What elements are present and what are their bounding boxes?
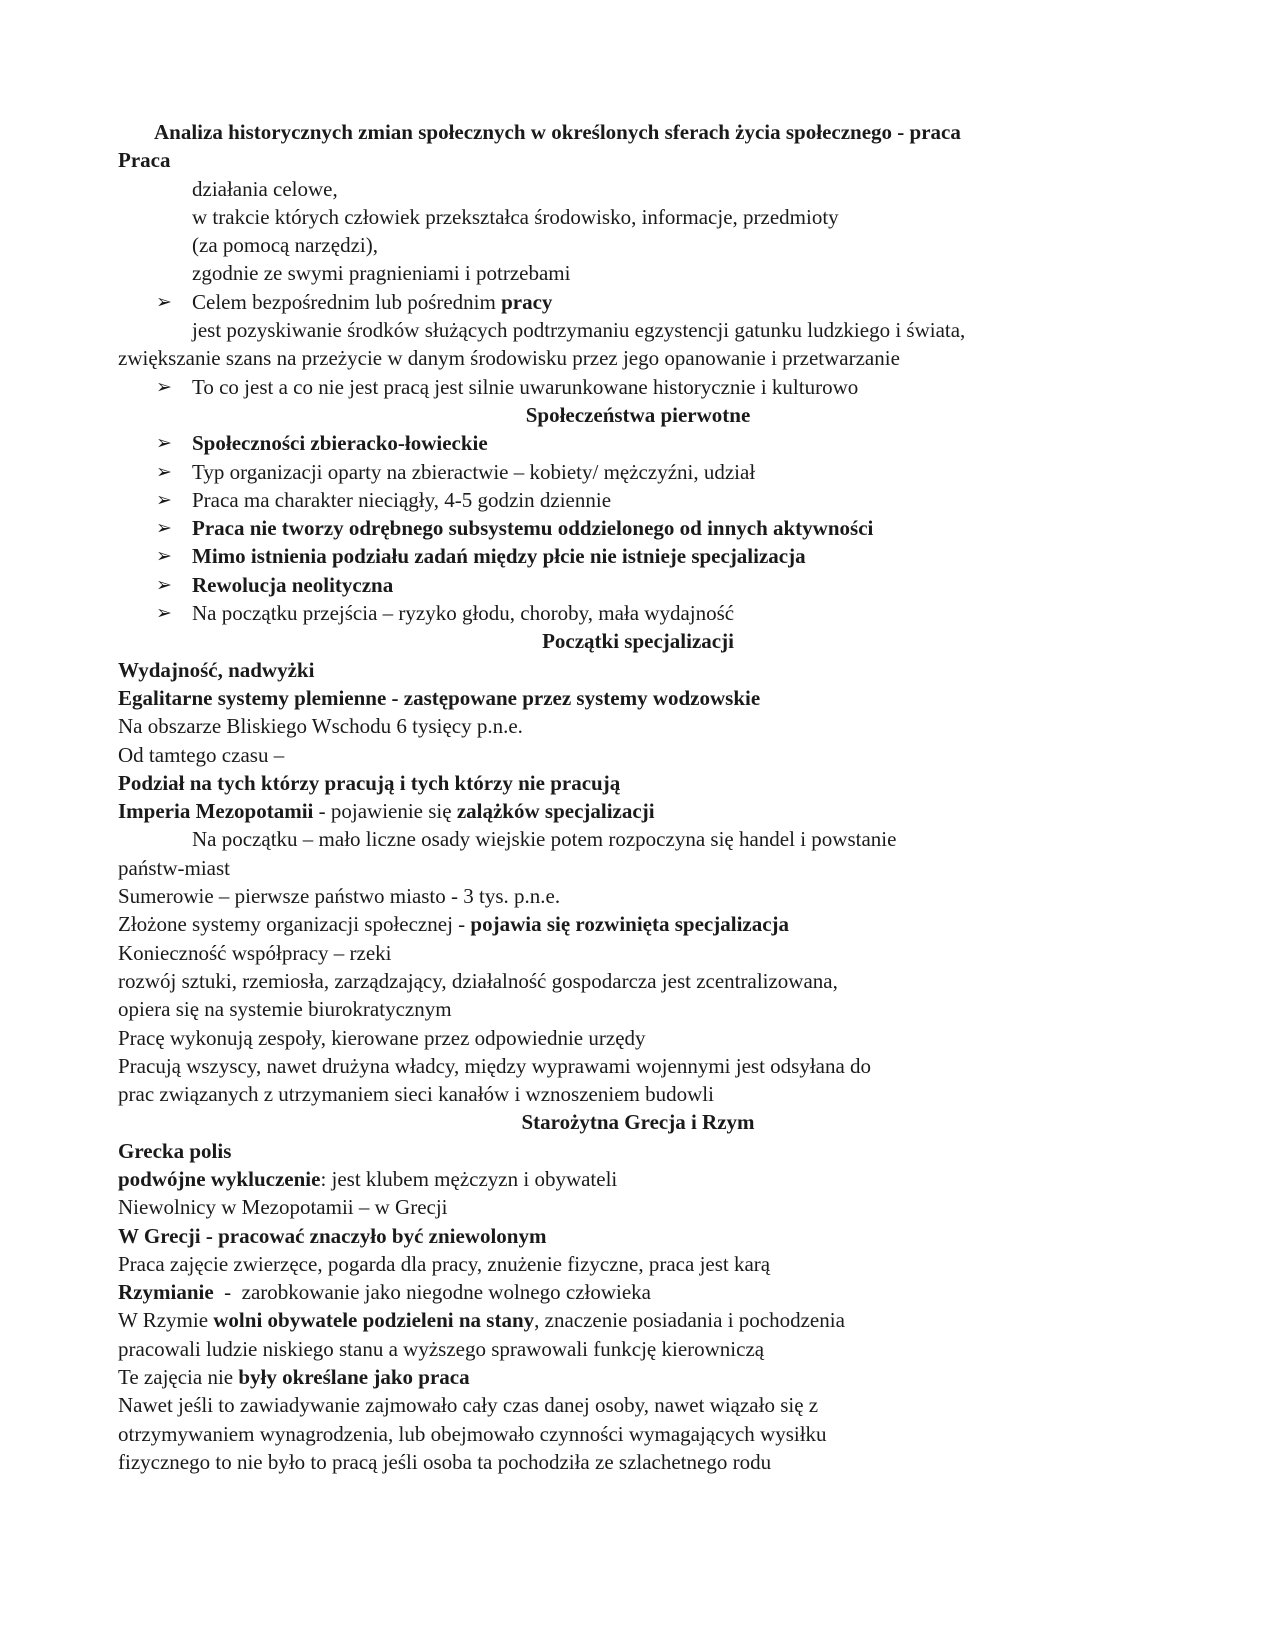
paragraph-line: Grecka polis [118, 1138, 232, 1163]
paragraph-line [118, 1363, 1158, 1391]
document-title: Analiza historycznych zmian społecznych w określonych sferach życia społecznego - praca [154, 120, 961, 144]
paragraph-line: Sumerowie – pierwsze państwo miasto - 3 tys. p.n.e. [118, 884, 561, 909]
section-heading-grecja: Starożytna Grecja i Rzym [521, 1110, 755, 1135]
definition-line: w trakcie których człowiek przekształca środowisko, informacje, przedmioty [192, 204, 839, 229]
bullet-item [118, 288, 1158, 316]
bold-text: Imperia Mezopotamii [118, 799, 314, 824]
bullet-bold-text: pracy [501, 289, 553, 314]
arrow-bullet-icon: ➢ [156, 375, 172, 398]
bullet-text: Rewolucja neolityczna [192, 572, 394, 597]
plain-text: Złożone systemy organizacji społecznej - [118, 912, 471, 937]
arrow-bullet-icon: ➢ [156, 432, 172, 455]
paragraph-line: Podział na tych którzy pracują i tych którzy nie pracują [118, 770, 621, 795]
definition-line: działania celowe, [192, 176, 338, 201]
paragraph-line: Wydajność, nadwyżki [118, 657, 315, 682]
bullet-text: Praca nie tworzy odrębnego subsystemu oddzielonego od innych aktywności [192, 516, 874, 541]
arrow-bullet-icon: ➢ [156, 460, 172, 483]
paragraph-line: W Grecji - pracować znaczyło być zniewolonym [118, 1223, 547, 1248]
bullet-text: Typ organizacji oparty na zbieractwie – kobiety/ mężczyźni, udział [192, 459, 756, 484]
plain-text: W Rzymie [118, 1308, 214, 1333]
section-heading-pierwotne: Społeczeństwa pierwotne [525, 402, 751, 427]
bullet-text: To co jest a co nie jest pracą jest silnie uwarunkowane historycznie i kulturowo [192, 374, 859, 399]
paragraph-line: fizycznego to nie było to pracą jeśli osoba ta pochodziła ze szlachetnego rodu [118, 1449, 772, 1474]
bullet-text: Na początku przejścia – ryzyko głodu, choroby, mała wydajność [192, 601, 735, 626]
bold-text: podwójne wykluczenie [118, 1166, 321, 1191]
paragraph-line [118, 1306, 1158, 1334]
bullet-text: Celem bezpośrednim lub pośrednim [192, 289, 502, 314]
paragraph-line: jest pozyskiwanie środków służących podtrzymaniu egzystencji gatunku ludzkiego i świata, [192, 318, 966, 343]
paragraph-line: Pracują wszyscy, nawet drużyna władcy, między wyprawami wojennymi jest odsyłana do [118, 1053, 872, 1078]
paragraph-line: Od tamtego czasu – [118, 742, 285, 767]
paragraph-line: Na początku – mało liczne osady wiejskie potem rozpoczyna się handel i powstanie [192, 827, 897, 852]
paragraph-line: pracowali ludzie niskiego stanu a wyższego sprawowali funkcję kierowniczą [118, 1336, 765, 1361]
arrow-bullet-icon: ➢ [156, 488, 172, 511]
bullet-text: Mimo istnienia podziału zadań między płcie nie istnieje specjalizacja [192, 544, 806, 569]
bullet-item [118, 599, 1158, 627]
plain-text: , znaczenie posiadania i pochodzenia [534, 1308, 845, 1333]
bold-text: zalążków specjalizacji [456, 799, 655, 824]
arrow-bullet-icon: ➢ [156, 517, 172, 540]
plain-text: : jest klubem mężczyzn i obywateli [320, 1166, 618, 1191]
paragraph-line: Egalitarne systemy plemienne - zastępowane przez systemy wodzowskie [118, 685, 761, 710]
bullet-item [118, 514, 1158, 542]
bold-text: Rzymianie [118, 1280, 214, 1305]
bullet-item [118, 571, 1158, 599]
bullet-text: Społeczności zbieracko-łowieckie [192, 431, 488, 456]
plain-text: - pojawienie się [313, 799, 457, 824]
paragraph-line: Na obszarze Bliskiego Wschodu 6 tysięcy p.n.e. [118, 714, 523, 739]
paragraph-line: Niewolnicy w Mezopotamii – w Grecji [118, 1195, 448, 1220]
paragraph-line: Praca zajęcie zwierzęce, pogarda dla pracy, znużenie fizyczne, praca jest karą [118, 1251, 771, 1276]
paragraph-line: Nawet jeśli to zawiadywanie zajmowało cały czas danej osoby, nawet wiązało się z [118, 1393, 819, 1418]
plain-text: Te zajęcia nie [118, 1365, 239, 1390]
bullet-item [118, 542, 1158, 570]
bullet-item [118, 429, 1158, 457]
bold-text: pojawia się rozwinięta specjalizacja [470, 912, 790, 937]
paragraph-line: otrzymywaniem wynagrodzenia, lub obejmowało czynności wymagających wysiłku [118, 1421, 827, 1446]
arrow-bullet-icon: ➢ [156, 602, 172, 625]
paragraph-line [118, 1278, 1158, 1306]
paragraph-line: Pracę wykonują zespoły, kierowane przez odpowiednie urzędy [118, 1025, 646, 1050]
arrow-bullet-icon: ➢ [156, 573, 172, 596]
definition-line: (za pomocą narzędzi), [192, 233, 378, 258]
paragraph-line: prac związanych z utrzymaniem sieci kanałów i wznoszeniem budowli [118, 1082, 714, 1107]
bullet-text: Praca ma charakter nieciągły, 4-5 godzin dziennie [192, 487, 612, 512]
definition-line: zgodnie ze swymi pragnieniami i potrzebami [192, 261, 571, 286]
paragraph-line: rozwój sztuki, rzemiosła, zarządzający, działalność gospodarcza jest zcentralizowana, [118, 968, 838, 993]
bullet-item [118, 373, 1158, 401]
bold-text: wolni obywatele podzieleni na stany [213, 1308, 535, 1333]
paragraph-line [118, 797, 1158, 825]
paragraph-line [118, 1165, 1158, 1193]
paragraph-line [118, 910, 1158, 938]
paragraph-line: Konieczność współpracy – rzeki [118, 940, 392, 965]
paragraph-line: państw-miast [118, 855, 230, 880]
section-heading-specjalizacji: Początki specjalizacji [542, 629, 734, 654]
section-heading-praca: Praca [118, 148, 171, 173]
arrow-bullet-icon: ➢ [156, 545, 172, 568]
paragraph-line: zwiększanie szans na przeżycie w danym środowisku przez jego opanowanie i przetwarzanie [118, 346, 900, 371]
arrow-bullet-icon: ➢ [156, 290, 172, 313]
bullet-item [118, 458, 1158, 486]
bullet-item [118, 486, 1158, 514]
paragraph-line: opiera się na systemie biurokratycznym [118, 997, 452, 1022]
plain-text: - zarobkowanie jako niegodne wolnego człowieka [213, 1280, 651, 1305]
document-body [118, 118, 1158, 1476]
bold-text: były określane jako praca [238, 1365, 470, 1390]
